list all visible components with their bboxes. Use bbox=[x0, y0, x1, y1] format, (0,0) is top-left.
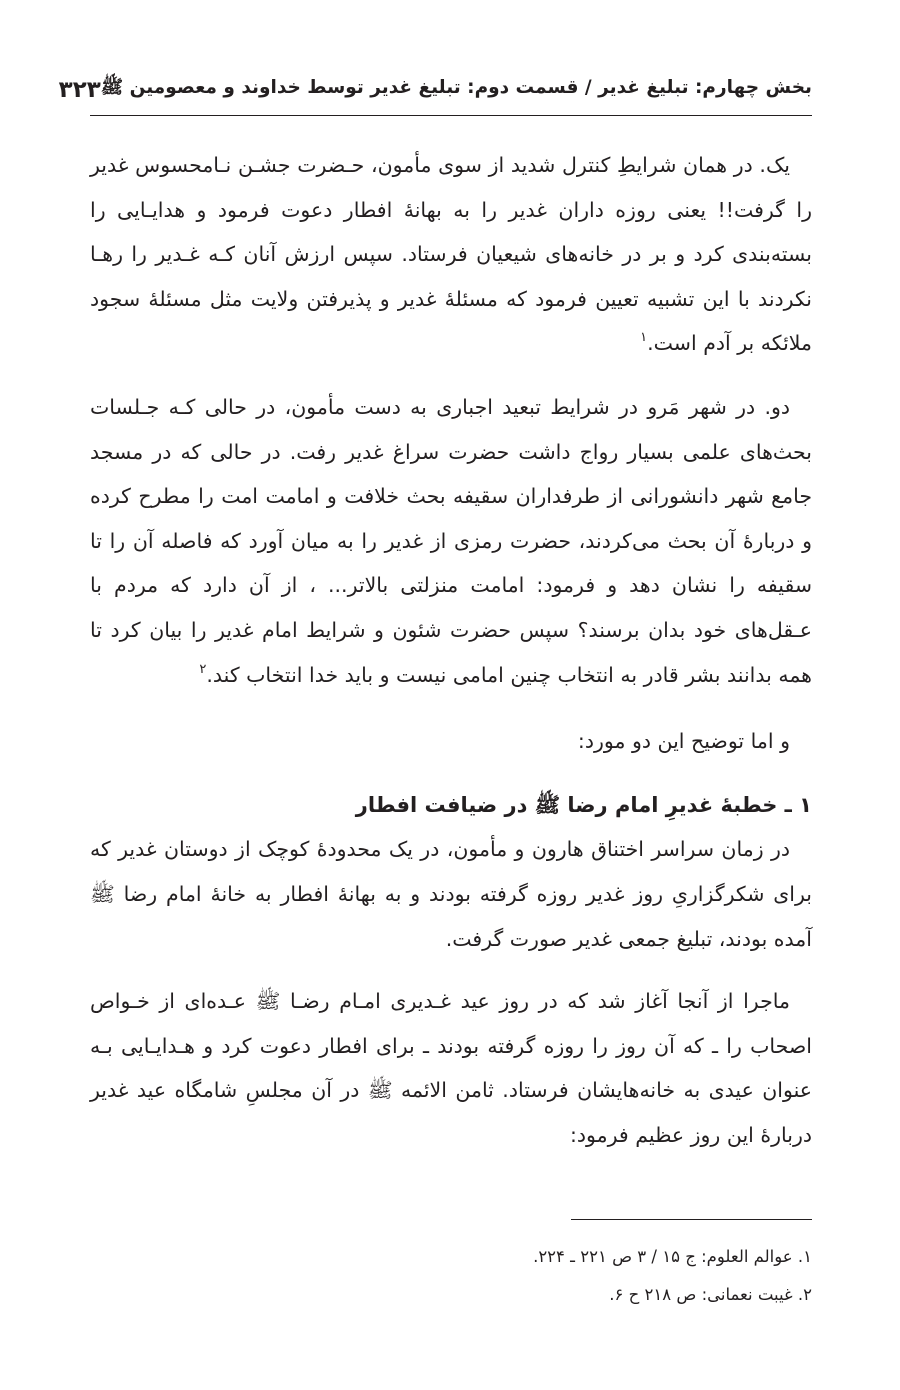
header-divider bbox=[90, 115, 812, 116]
footnote-2: ۲. غیبت نعمانی: ص ۲۱۸ ح ۶. bbox=[609, 1285, 812, 1304]
footnote-ref-2[interactable]: ۲ bbox=[199, 661, 207, 677]
footnote-ref-1[interactable]: ۱ bbox=[640, 330, 648, 346]
section-heading: ۱ ـ خطبهٔ غدیرِ امام رضا ﷺ در ضیافت افطار bbox=[355, 792, 812, 817]
paragraph-one bbox=[90, 143, 812, 366]
page-number: ۳۲۳ bbox=[58, 77, 101, 103]
main-text bbox=[90, 143, 812, 1177]
paragraph-four: ماجرا از آنجا آغاز شد که در روز عید غـدیری امـام رضـا ﷺ عـده‌ای از خـواص اصحاب را ـ که آن روز را روزه گرفته بودند ـ برای افطار دعوت کرد و هـدایـایی بـه عنوان عیدی به خانه‌هایشان فرستاد. ثامن الائمه ﷺ در آن مجلسِ شامگاه عید غدیر دربارهٔ این روز عظیم فرمود: bbox=[90, 989, 812, 1147]
footnotes bbox=[90, 1238, 812, 1314]
paragraph-two bbox=[90, 385, 812, 697]
running-title: بخش چهارم: تبلیغ غدیر / قسمت دوم: تبلیغ غدیر توسط خداوند و معصومین ﷺ bbox=[100, 77, 812, 98]
footnote-1: ۱. عوالم العلوم: ج ۱۵ / ۳ ص ۲۲۱ ـ ۲۲۴. bbox=[533, 1247, 812, 1266]
paragraph-three: در زمان سراسر اختناق هارون و مأمون، در یک محدودهٔ کوچک از دوستان غدیر که برای شکرگزاریِ روز غدیر روزه گرفته بودند و به بهانهٔ افطار به خانهٔ امام رضا ﷺ آمده بودند، تبلیغ جمعی غدیر صورت گرفت. bbox=[90, 837, 812, 951]
footnote-divider bbox=[571, 1219, 812, 1220]
paragraph-two-text: دو. در شهر مَرو در شرایط تبعید اجباری به دست مأمون، در حالی کـه جـلسات بحث‌های علمی بسیار رواج داشت حضرت سراغ غدیر رفت. در حالی که در مسجد جامع شهر دانشورانی از طرفداران سقیفه بحث خلافت و امامت امت را مطرح کرده و دربارهٔ آن بحث می‌کردند، حضرت رمزی از غدیر را به میان آورد که فاصله آن را تا سقیفه را نشان دهد و فرمود: امامت منزلتی بالاتر... ، از آن دارد که مردم با عـقل‌های خود بدان برسند؟ سپس حضرت شئون و شرایط امام غدیر را بیان کرد تا همه بدانند بشر قادر به انتخاب چنین امامی نیست و باید خدا انتخاب کند. bbox=[90, 394, 812, 687]
paragraph-intro: و اما توضیح این دو مورد: bbox=[577, 729, 790, 754]
paragraph-one-text: یک. در همان شرایطِ کنترل شدید از سوی مأمون، حـضرت جشـن نـامحسوس غدیر را گرفت!! یعنی روزه داران غدیر را به بهانهٔ افطار دعوت فرمود و هدایـایی را بسته‌بندی کرد و بر در خانه‌های شیعیان فرستاد. سپس ارزش آنان کـه غـدیر را رهـا نکردند با این تشبیه تعیین فرمود که مسئلهٔ غدیر و پذیرفتن ولایت مثل مسئلهٔ سجود ملائکه بر آدم است. bbox=[90, 153, 812, 356]
page-header bbox=[58, 70, 812, 110]
